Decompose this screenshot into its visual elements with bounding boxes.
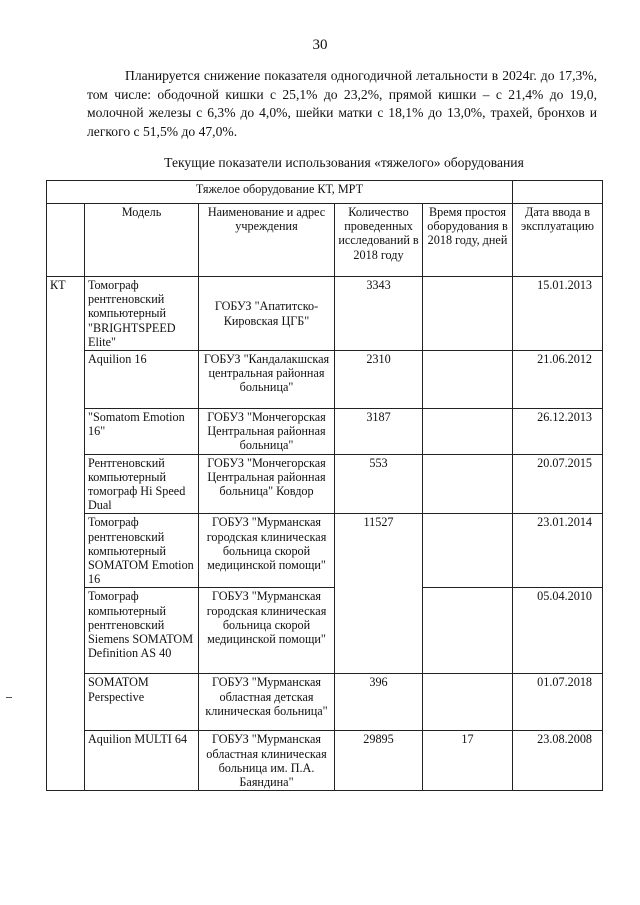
model-cell: "Somatom Emotion 16" [85,409,199,455]
count-cell: 29895 [335,731,423,791]
table-row [47,514,603,588]
institution-cell: ГОБУЗ "Мончегорская Центральная районная больница" [199,409,335,455]
model-cell: Томограф рентгеновский компьютерный "BRIGHTSPEED Elite" [85,277,199,351]
count-cell: 3343 [335,277,423,351]
institution-cell: ГОБУЗ "Мурманская областная клиническая больница им. П.А. Баяндина" [199,731,335,791]
table-row [47,674,603,731]
table-row [47,409,603,455]
downtime-cell [423,409,513,455]
model-cell: SOMATOM Perspective [85,674,199,731]
table-row [47,277,603,351]
model-cell: Томограф компьютерный рентгеновский Siemens SOMATOM Definition AS 40 [85,588,199,674]
model-cell: Томограф рентгеновский компьютерный SOMATOM Emotion 16 [85,514,199,588]
date-cell: 20.07.2015 [513,454,603,514]
date-cell: 23.01.2014 [513,514,603,588]
institution-cell: ГОБУЗ "Кандалакшская центральная районная больница" [199,351,335,409]
column-header-model: Модель [85,204,199,277]
downtime-cell [423,514,513,588]
count-cell: 3187 [335,409,423,455]
table-title: Текущие показатели использования «тяжелого» оборудования [164,155,524,170]
count-cell: 553 [335,454,423,514]
date-cell: 01.07.2018 [513,674,603,731]
downtime-cell [423,351,513,409]
category-cell: КТ [47,277,85,791]
header-empty-cell [47,204,85,277]
column-header-date: Дата ввода в эксплуатацию [513,204,603,277]
model-cell: Рентгеновский компьютерный томограф Hi Speed Dual [85,454,199,514]
downtime-cell: 17 [423,731,513,791]
model-cell: Aquilion MULTI 64 [85,731,199,791]
column-header-downtime: Время простоя оборудования в 2018 году, дней [423,204,513,277]
institution-cell: ГОБУЗ "Мурманская областная детская клиническая больница" [199,674,335,731]
downtime-cell [423,277,513,351]
institution-cell: ГОБУЗ "Апатитско-Кировская ЦГБ" [199,277,335,351]
page-number: 30 [312,37,328,53]
group-header-empty-cell [513,181,603,204]
table-row [47,731,603,791]
institution-cell: ГОБУЗ "Мончегорская Центральная районная больница" Ковдор [199,454,335,514]
downtime-cell [423,674,513,731]
date-cell: 05.04.2010 [513,588,603,674]
column-header-count: Количество проведенных исследований в 2018 году [335,204,423,277]
column-header-institution: Наименование и адрес учреждения [199,204,335,277]
date-cell: 21.06.2012 [513,351,603,409]
table-group-header-row [47,181,603,204]
institution-cell: ГОБУЗ "Мурманская городская клиническая больница скорой медицинской помощи" [199,514,335,588]
table-row [47,588,603,674]
table-column-header-row [47,204,603,277]
table-row [47,351,603,409]
date-cell: 26.12.2013 [513,409,603,455]
model-cell: Aquilion 16 [85,351,199,409]
downtime-cell [423,588,513,674]
count-cell: 11527 [335,514,423,674]
intro-paragraph: Планируется снижение показателя одногодичной летальности в 2024г. до 17,3%, том числе: ободочной кишки с 25,1% до 23,2%, прямой кишки – с 21,4% до 19,0, молочной железы с 6,3% до 4,0%, шейки матки с 18,1% до 13,0%, трахей, бронхов и легкого с 51,5% до 47,0%. [87,68,597,139]
date-cell: 15.01.2013 [513,277,603,351]
equipment-table [46,180,603,791]
institution-cell: ГОБУЗ "Мурманская городская клиническая больница скорой медицинской помощи" [199,588,335,674]
count-cell: 2310 [335,351,423,409]
table-row [47,454,603,514]
date-cell: 23.08.2008 [513,731,603,791]
group-header-cell: Тяжелое оборудование КТ, МРТ [47,181,513,204]
count-cell: 396 [335,674,423,731]
downtime-cell [423,454,513,514]
margin-mark [6,697,12,698]
